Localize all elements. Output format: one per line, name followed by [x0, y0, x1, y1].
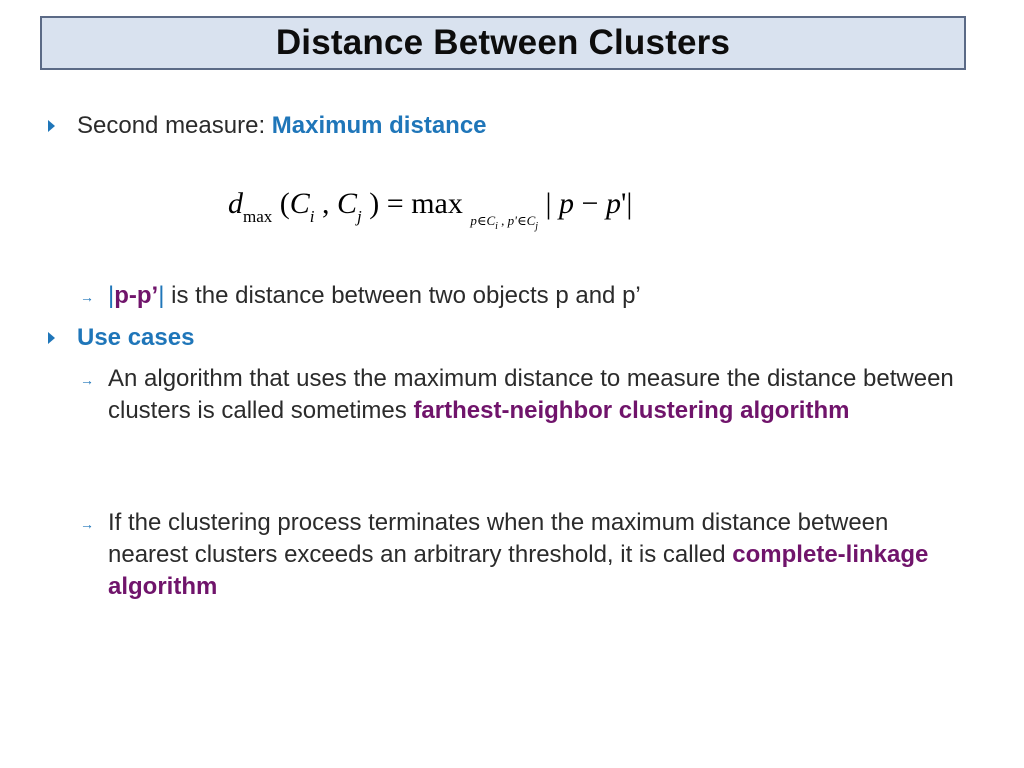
complete-linkage-term: complete-linkage algorithm — [108, 541, 929, 600]
abs-bar-open: | — [108, 282, 115, 309]
formula-eq-max: ) = max — [361, 187, 463, 220]
formula-j-sub: j — [357, 207, 362, 226]
sub-bullet-farthest-neighbor — [80, 363, 960, 427]
farthest-description: An algorithm that uses the maximum distance to measure the distance between clusters is called sometimes — [108, 365, 954, 424]
bullet-second-measure — [48, 110, 487, 142]
arrow-right-icon: → — [80, 372, 94, 388]
farthest-neighbor-term: farthest-neighbor clustering algorithm — [413, 397, 850, 424]
formula-minus: − — [574, 187, 606, 220]
formula-i-sub: i — [309, 207, 315, 226]
formula-c-i: C — [289, 187, 310, 220]
formula-abs-close: '| — [620, 187, 633, 220]
range-c-2-sub: j — [535, 221, 539, 232]
arrow-right-icon: → — [80, 289, 94, 305]
pp-term: p-p’ — [114, 282, 159, 309]
formula-comma: , — [314, 187, 338, 220]
range-pp: p' — [507, 213, 517, 228]
formula-c-j: C — [337, 187, 358, 220]
arrow-right-icon: → — [80, 516, 94, 532]
formula-open-paren: ( — [272, 187, 290, 220]
range-p: p — [470, 213, 477, 228]
sub-bullet-text — [108, 280, 960, 312]
pp-description: is the distance between two objects p and p’ — [164, 282, 641, 309]
range-c-1-sub: i — [495, 221, 498, 232]
range-sep: , — [497, 213, 508, 228]
formula-abs-open: | — [538, 187, 560, 220]
triangle-right-icon — [48, 120, 55, 132]
formula-p: p — [559, 187, 575, 220]
use-cases-label: Use cases — [77, 324, 195, 351]
triangle-right-icon — [48, 332, 55, 344]
slide-title: Distance Between Clusters — [275, 23, 731, 62]
sub-bullet-complete-linkage — [80, 507, 960, 603]
bullet-prefix: Second measure: — [77, 112, 272, 139]
range-in-1: ∈ — [476, 213, 487, 228]
range-c-2: C — [526, 213, 536, 228]
formula-max-sub: max — [243, 207, 273, 226]
range-c-1: C — [486, 213, 496, 228]
abs-bar-close: | — [158, 282, 165, 309]
bullet-use-cases — [48, 322, 194, 354]
formula-p-prime: p — [605, 187, 621, 220]
bullet-text — [77, 110, 487, 142]
sub-bullet-text — [108, 363, 960, 427]
sub-bullet-text — [108, 507, 960, 603]
complete-linkage-description: If the clustering process terminates when the maximum distance between nearest clusters exceeds an arbitrary threshold, it is called — [108, 509, 889, 568]
formula-d: d — [228, 187, 243, 220]
formula-range — [470, 187, 539, 232]
sub-bullet-pp — [80, 280, 960, 314]
bullet-highlight: Maximum distance — [271, 112, 487, 139]
range-in-2: ∈ — [516, 213, 527, 228]
max-distance-formula — [228, 184, 632, 231]
